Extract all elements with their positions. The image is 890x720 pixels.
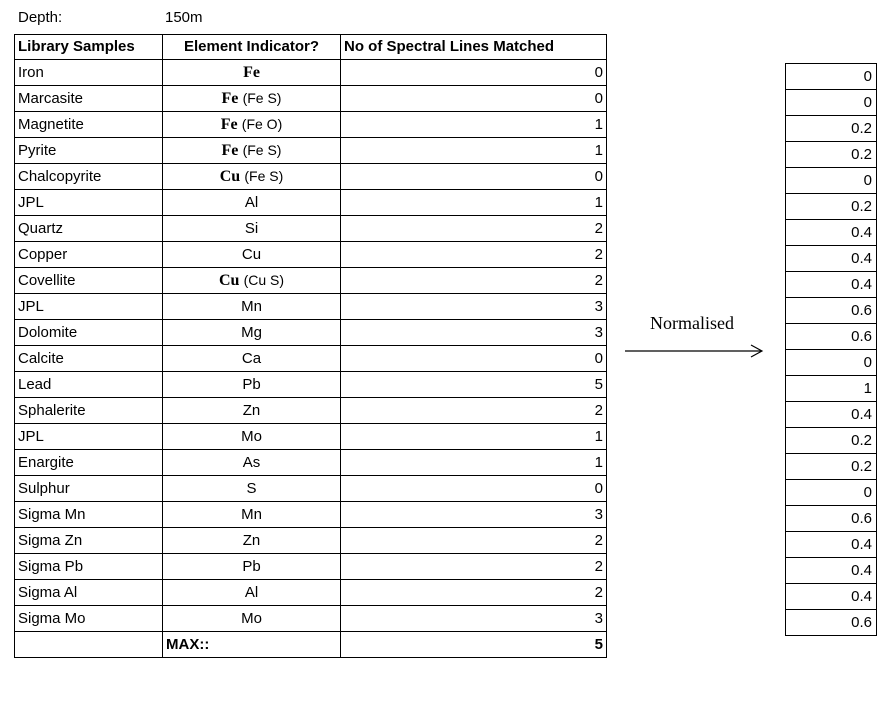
sample-name: Enargite (15, 450, 163, 476)
normalised-value: 0 (786, 90, 877, 116)
lines-matched: 2 (341, 398, 607, 424)
element-symbol: Fe (243, 64, 260, 81)
table-row (15, 164, 607, 190)
normalised-value: 0.4 (786, 220, 877, 246)
lines-matched: 1 (341, 190, 607, 216)
table-row (15, 190, 607, 216)
normalised-value: 0.6 (786, 506, 877, 532)
element-indicator (163, 450, 341, 476)
element-formula: (Fe S) (244, 168, 284, 184)
normalised-row (786, 272, 877, 298)
element-indicator (163, 190, 341, 216)
max-empty-cell (15, 632, 163, 658)
element-indicator (163, 424, 341, 450)
element-symbol: Cu (241, 246, 262, 263)
table-row (15, 398, 607, 424)
table-row (15, 60, 607, 86)
element-symbol: Mo (241, 428, 262, 445)
table-row (15, 502, 607, 528)
table-row (15, 476, 607, 502)
element-symbol: Zn (242, 402, 261, 419)
element-symbol: Cu (218, 272, 240, 289)
element-symbol: Ca (241, 350, 262, 367)
lines-matched: 2 (341, 242, 607, 268)
element-indicator (163, 60, 341, 86)
element-indicator (163, 294, 341, 320)
lines-matched: 0 (341, 476, 607, 502)
lines-matched: 1 (341, 424, 607, 450)
max-value: 5 (341, 632, 607, 658)
normalised-value: 0 (786, 480, 877, 506)
normalised-value: 0.2 (786, 142, 877, 168)
normalised-value: 0.4 (786, 584, 877, 610)
element-formula: (Cu S) (243, 272, 285, 288)
element-formula: (Fe O) (241, 116, 283, 132)
sample-name: Marcasite (15, 86, 163, 112)
element-formula: (Fe S) (242, 142, 282, 158)
normalised-value: 0.4 (786, 272, 877, 298)
table-row (15, 320, 607, 346)
table-row (15, 554, 607, 580)
normalised-value: 0.4 (786, 558, 877, 584)
element-indicator (163, 580, 341, 606)
lines-matched: 0 (341, 60, 607, 86)
max-row (15, 632, 607, 658)
element-symbol: Zn (242, 532, 261, 549)
normalised-row (786, 220, 877, 246)
depth-value: 150m (165, 9, 203, 26)
normalised-row (786, 168, 877, 194)
element-indicator (163, 138, 341, 164)
element-symbol: Al (244, 194, 259, 211)
normalised-value: 0.6 (786, 324, 877, 350)
normalised-row (786, 324, 877, 350)
table-row (15, 580, 607, 606)
normalised-value: 0.4 (786, 402, 877, 428)
sample-name: Sigma Mn (15, 502, 163, 528)
element-indicator (163, 216, 341, 242)
normalised-row (786, 584, 877, 610)
lines-matched: 2 (341, 528, 607, 554)
element-indicator (163, 346, 341, 372)
normalised-row (786, 298, 877, 324)
element-formula: (Fe S) (242, 90, 282, 106)
sample-name: Pyrite (15, 138, 163, 164)
element-indicator (163, 242, 341, 268)
sample-name: JPL (15, 294, 163, 320)
normalised-row (786, 64, 877, 90)
element-symbol: Mo (241, 610, 262, 627)
normalised-value: 0.6 (786, 298, 877, 324)
normalised-row (786, 506, 877, 532)
element-symbol: Al (244, 584, 259, 601)
normalised-value: 0 (786, 64, 877, 90)
lines-matched: 5 (341, 372, 607, 398)
sample-name: Sphalerite (15, 398, 163, 424)
normalised-label: Normalised (650, 313, 734, 333)
normalised-row (786, 142, 877, 168)
lines-matched: 2 (341, 216, 607, 242)
element-indicator (163, 476, 341, 502)
element-symbol: Fe (221, 142, 239, 159)
sample-name: Quartz (15, 216, 163, 242)
normalised-row (786, 480, 877, 506)
header-row (15, 35, 607, 60)
sample-name: JPL (15, 190, 163, 216)
normalised-value: 0.2 (786, 116, 877, 142)
normalised-row (786, 350, 877, 376)
lines-matched: 2 (341, 268, 607, 294)
header-spectral-lines-matched: No of Spectral Lines Matched (341, 35, 607, 60)
table-row (15, 294, 607, 320)
table-row (15, 424, 607, 450)
normalised-value: 0.2 (786, 194, 877, 220)
lines-matched: 0 (341, 86, 607, 112)
sample-name: Sigma Mo (15, 606, 163, 632)
normalised-row (786, 454, 877, 480)
sample-name: Sulphur (15, 476, 163, 502)
table-row (15, 242, 607, 268)
sample-name: Calcite (15, 346, 163, 372)
sample-name: Lead (15, 372, 163, 398)
sample-name: Dolomite (15, 320, 163, 346)
table-row (15, 112, 607, 138)
element-indicator (163, 502, 341, 528)
lines-matched: 0 (341, 346, 607, 372)
sample-name: Copper (15, 242, 163, 268)
element-symbol: Fe (221, 90, 239, 107)
lines-matched: 2 (341, 554, 607, 580)
table-row (15, 86, 607, 112)
normalised-row (786, 532, 877, 558)
lines-matched: 3 (341, 294, 607, 320)
normalised-row (786, 610, 877, 636)
spectral-lines-table (14, 34, 607, 658)
lines-matched: 3 (341, 320, 607, 346)
normalised-row (786, 116, 877, 142)
lines-matched: 3 (341, 606, 607, 632)
normalised-value: 0.4 (786, 532, 877, 558)
element-indicator (163, 528, 341, 554)
lines-matched: 2 (341, 580, 607, 606)
sample-name: JPL (15, 424, 163, 450)
element-indicator (163, 268, 341, 294)
element-symbol: Mg (241, 324, 262, 341)
element-symbol: As (242, 454, 261, 471)
element-symbol: Fe (220, 116, 238, 133)
header-element-indicator: Element Indicator? (163, 35, 341, 60)
element-symbol: Pb (242, 376, 261, 393)
normalised-value: 0 (786, 168, 877, 194)
normalised-value: 0.6 (786, 610, 877, 636)
sample-name: Covellite (15, 268, 163, 294)
element-indicator (163, 606, 341, 632)
normalised-value: 0 (786, 350, 877, 376)
element-symbol: Cu (219, 168, 241, 185)
lines-matched: 1 (341, 450, 607, 476)
table-row (15, 346, 607, 372)
sample-name: Sigma Pb (15, 554, 163, 580)
normalised-row (786, 428, 877, 454)
normalised-row (786, 558, 877, 584)
element-indicator (163, 164, 341, 190)
element-symbol: S (246, 480, 257, 497)
normalised-row (786, 402, 877, 428)
normalised-value: 0.2 (786, 428, 877, 454)
header-library-samples: Library Samples (15, 35, 163, 60)
sample-name: Chalcopyrite (15, 164, 163, 190)
table-row (15, 138, 607, 164)
element-indicator (163, 320, 341, 346)
lines-matched: 0 (341, 164, 607, 190)
table-row (15, 216, 607, 242)
element-symbol: Mn (241, 506, 262, 523)
element-symbol: Pb (242, 558, 261, 575)
element-symbol: Si (244, 220, 259, 237)
lines-matched: 1 (341, 112, 607, 138)
element-indicator (163, 112, 341, 138)
sample-name: Sigma Zn (15, 528, 163, 554)
lines-matched: 3 (341, 502, 607, 528)
table-row (15, 268, 607, 294)
normalised-value: 0.2 (786, 454, 877, 480)
normalised-row (786, 194, 877, 220)
normalised-row (786, 90, 877, 116)
table-row (15, 606, 607, 632)
normalised-value: 0.4 (786, 246, 877, 272)
lines-matched: 1 (341, 138, 607, 164)
normalised-row (786, 376, 877, 402)
sample-name: Iron (15, 60, 163, 86)
normalised-table (785, 63, 877, 636)
sample-name: Sigma Al (15, 580, 163, 606)
element-indicator (163, 372, 341, 398)
table-row (15, 450, 607, 476)
sample-name: Magnetite (15, 112, 163, 138)
element-symbol: Mn (241, 298, 262, 315)
table-row (15, 372, 607, 398)
right-arrow-icon (625, 343, 767, 359)
element-indicator (163, 554, 341, 580)
depth-label: Depth: (18, 9, 63, 26)
table-row (15, 528, 607, 554)
normalised-row (786, 246, 877, 272)
max-label: MAX:: (163, 632, 341, 658)
normalised-value: 1 (786, 376, 877, 402)
element-indicator (163, 86, 341, 112)
element-indicator (163, 398, 341, 424)
